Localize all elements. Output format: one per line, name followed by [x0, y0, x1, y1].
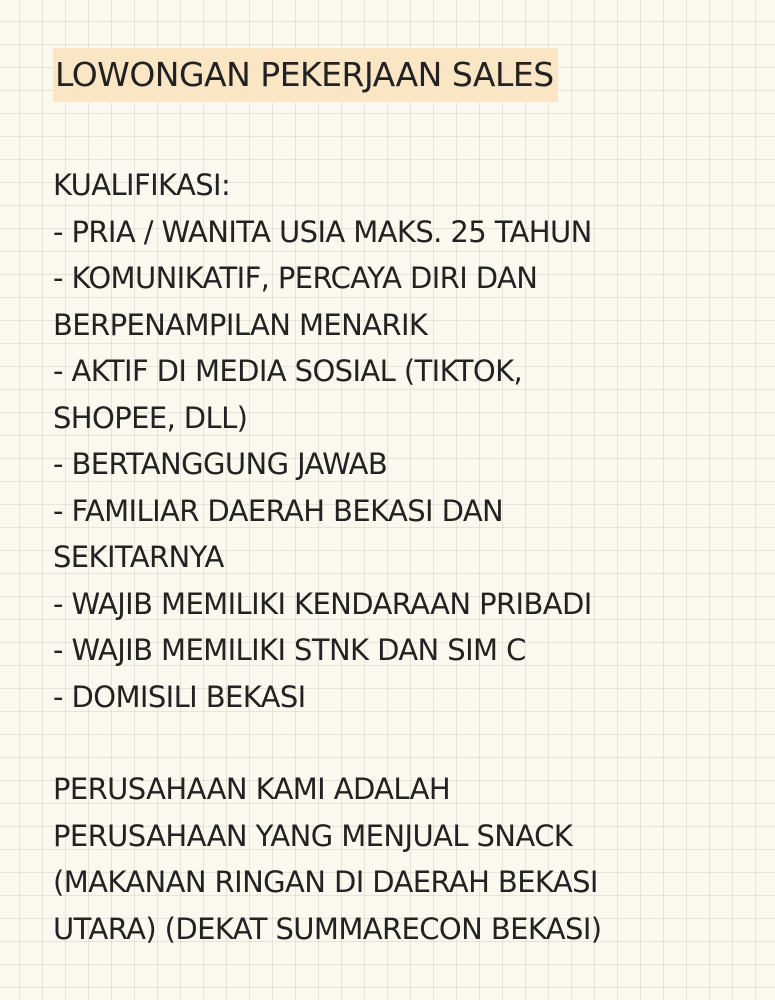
qualification-line: BERPENAMPILAN MENARIK [53, 307, 428, 342]
qualification-line: - WAJIB MEMILIKI KENDARAAN PRIBADI [53, 586, 592, 621]
qualification-line: - AKTIF DI MEDIA SOSIAL (TIKTOK, [53, 354, 523, 388]
qualification-line: - FAMILIAR DAERAH BEKASI DAN [53, 493, 504, 528]
qualification-line: - PRIA / WANITA USIA MAKS. 25 TAHUN [53, 214, 592, 249]
company-description [53, 766, 753, 952]
company-line: (MAKANAN RINGAN DI DAERAH BEKASI [53, 865, 598, 899]
qualification-line: - BERTANGGUNG JAWAB [53, 447, 388, 481]
job-posting-note [53, 48, 753, 952]
job-posting-title: LOWONGAN PEKERJAAN SALES [53, 48, 558, 102]
company-line: UTARA) (DEKAT SUMMARECON BEKASI) [53, 911, 602, 946]
qualifications-heading: KUALIFIKASI: [53, 168, 231, 202]
qualification-line: - DOMISILI BEKASI [53, 679, 306, 714]
company-line: PERUSAHAAN YANG MENJUAL SNACK [53, 818, 573, 853]
qualification-line: - KOMUNIKATIF, PERCAYA DIRI DAN [53, 261, 538, 295]
qualification-line: - WAJIB MEMILIKI STNK DAN SIM C [53, 633, 526, 667]
company-line: PERUSAHAAN KAMI ADALAH [53, 772, 451, 806]
qualification-line: SEKITARNYA [53, 540, 224, 574]
qualification-line: SHOPEE, DLL) [53, 400, 248, 435]
qualifications-section [53, 162, 753, 720]
